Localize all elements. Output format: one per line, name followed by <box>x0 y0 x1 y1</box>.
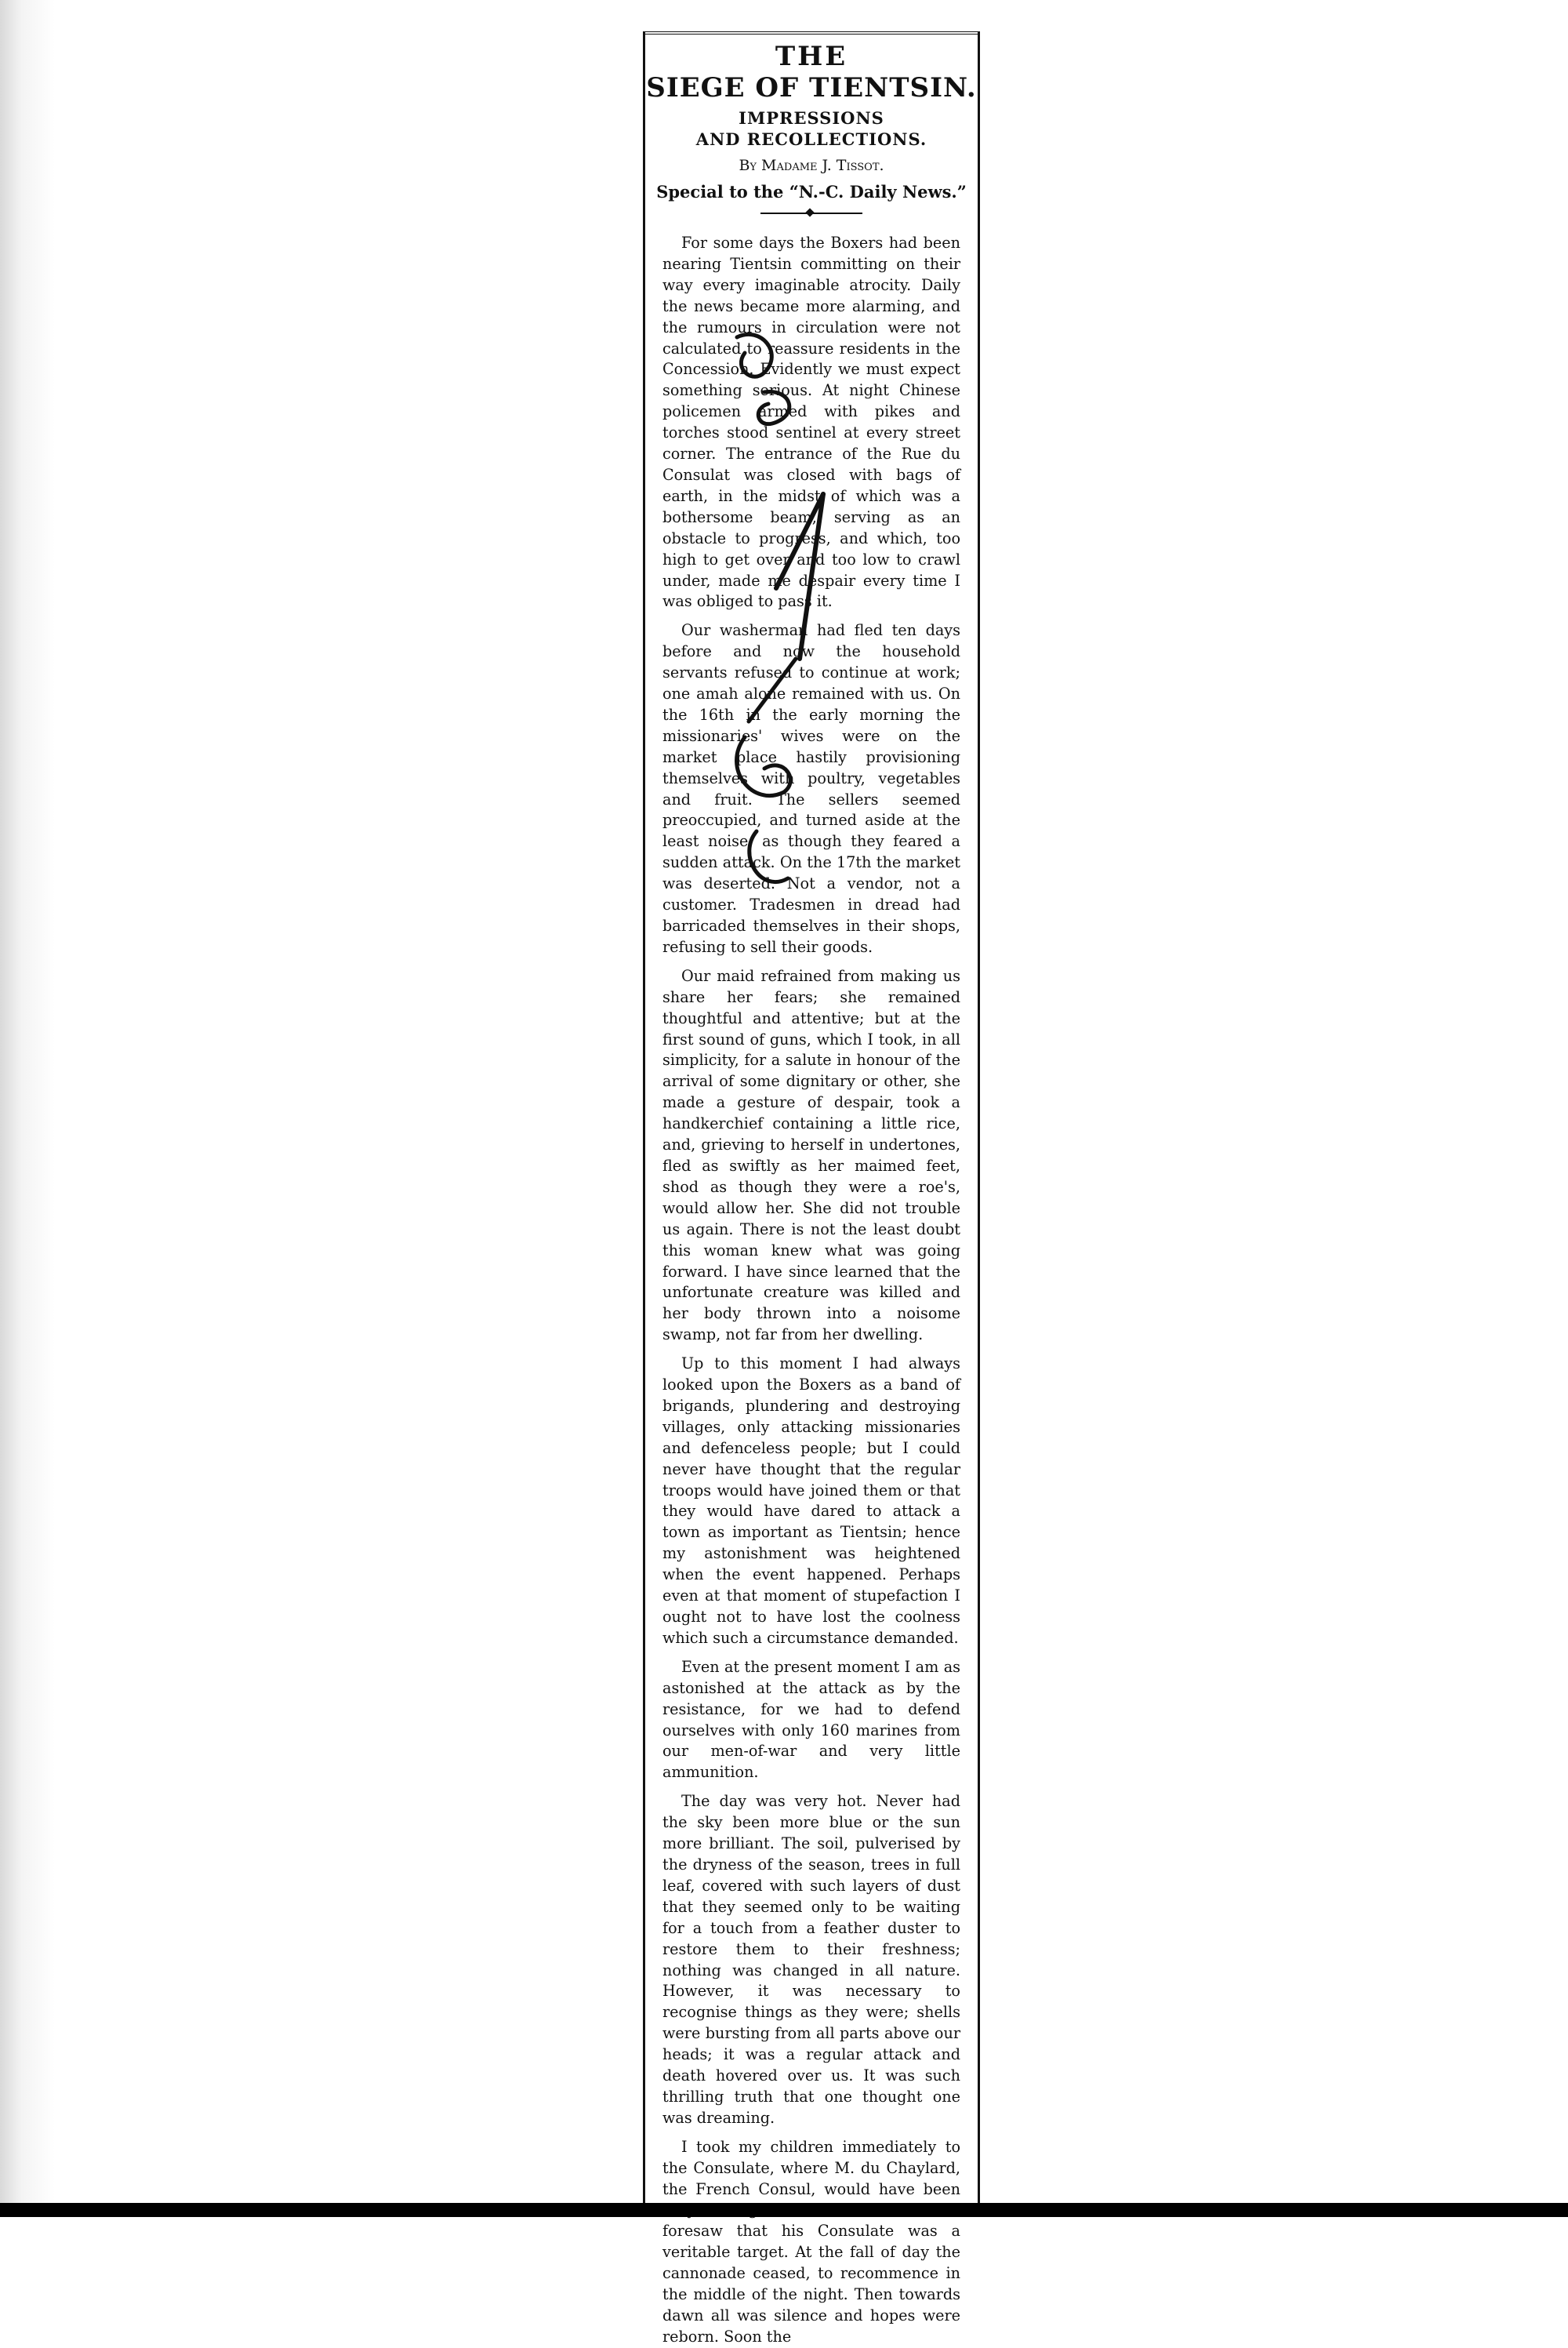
paragraph: The day was very hot. Never had the sky been more blue or the sun more brilliant. The soil, pulverised by the dryness of the season, trees in full leaf, covered with such layers of dust that they seemed only to be waiting for a touch from a feather duster to restore them to their freshness; nothing was changed in all nature. However, it was necessary to recognise things as they were; shells were bursting from all parts above our heads; it was a regular attack and death hovered over us. It was such thrilling truth that one thought one was dreaming. <box>662 1792 960 2127</box>
ornament-diamond-icon <box>805 208 814 216</box>
headline-the: THE <box>775 41 848 72</box>
newspaper-column <box>643 31 980 2346</box>
byline: By Madame J. Tissot. <box>739 157 884 174</box>
special-notice: Special to the “N.-C. Daily News.” <box>656 182 967 202</box>
top-rule <box>643 31 980 35</box>
paragraph: Our washerman had fled ten days before and now the household servants refused to continue at work; one amah alone remained with us. On the 16th in the early morning the missionaries' wives were on the market place hastily provisioning themselves with poultry, vegetables and fruit. The sellers seemed preoccupied, and turned aside at the least noise, as though they feared a sudden attack. On the 17th the market was deserted. Not a vendor, not a customer. Tradesmen in dread had barricaded themselves in their shops, refusing to sell their goods. <box>662 621 960 956</box>
subheadline-recollections: AND RECOLLECTIONS. <box>695 129 927 149</box>
paragraph: Our maid refrained from making us share her fears; she remained thoughtful and attentive; but at the first sound of guns, which I took, in all simplicity, for a salute in honour of the arrival of some dignitary or other, she made a gesture of despair, took a handkerchief containing a little rice, and, grieving to herself in undertones, fled as swiftly as her maimed feet, shod as though they were a roe's, would allow her. She did not trouble us again. There is not the least doubt this woman knew what was going forward. I have since learned that the unfortunate creature was killed and her body thrown into a noisome swamp, not far from her dwelling. <box>662 966 960 1344</box>
article-body <box>645 233 978 2348</box>
paragraph: I took my children immediately to the Consulate, where M. du Chaylard, the French Consul, would have been foresaw that his Consulate was a veritable target. At the fall of day the cannonade ceased, to recommence in the middle of the night. Then towards dawn all was silence and hopes were reborn. Soon the <box>662 2137 960 2346</box>
paragraph: Even at the present moment I am as astonished at the attack as by the resistance, for we had to defend ourselves with only 160 marines from our men-of-war and very little ammunition. <box>662 1657 960 1782</box>
subheadline-impressions: IMPRESSIONS <box>739 108 884 128</box>
ornament-divider <box>760 209 862 216</box>
paragraph: Up to this moment I had always looked upon the Boxers as a band of brigands, plundering and destroying villages, only attacking missionaries and defenceless people; but I could never have thought that the regular troops would have joined them or that they would have dared to attack a town as important as Tientsin; hence my astonishment was heightened when the event happened. Perhaps even at that moment of stupefaction I ought not to have lost the coolness which such a circumstance demanded. <box>662 1354 960 1647</box>
scan-bottom-edge <box>0 2203 1568 2217</box>
paragraph: For some days the Boxers had been nearing Tientsin committing on their way every imaginable atrocity. Daily the news became more alarming, and the rumours in circulation were not calculated to reassure residents in the Concession. Evidently we must expect something serious. At night Chinese policemen armed with pikes and torches stood sentinel at every street corner. The entrance of the Rue du Consulat was closed with bags of earth, in the midst of which was a bothersome beam, serving as an obstacle to progress, and which, too high to get over and too low to crawl under, made me despair every time I was obliged to pass it. <box>662 234 960 611</box>
headline-main: SIEGE OF TIENTSIN. <box>646 72 977 104</box>
scan-edge-shadow <box>0 0 55 2217</box>
